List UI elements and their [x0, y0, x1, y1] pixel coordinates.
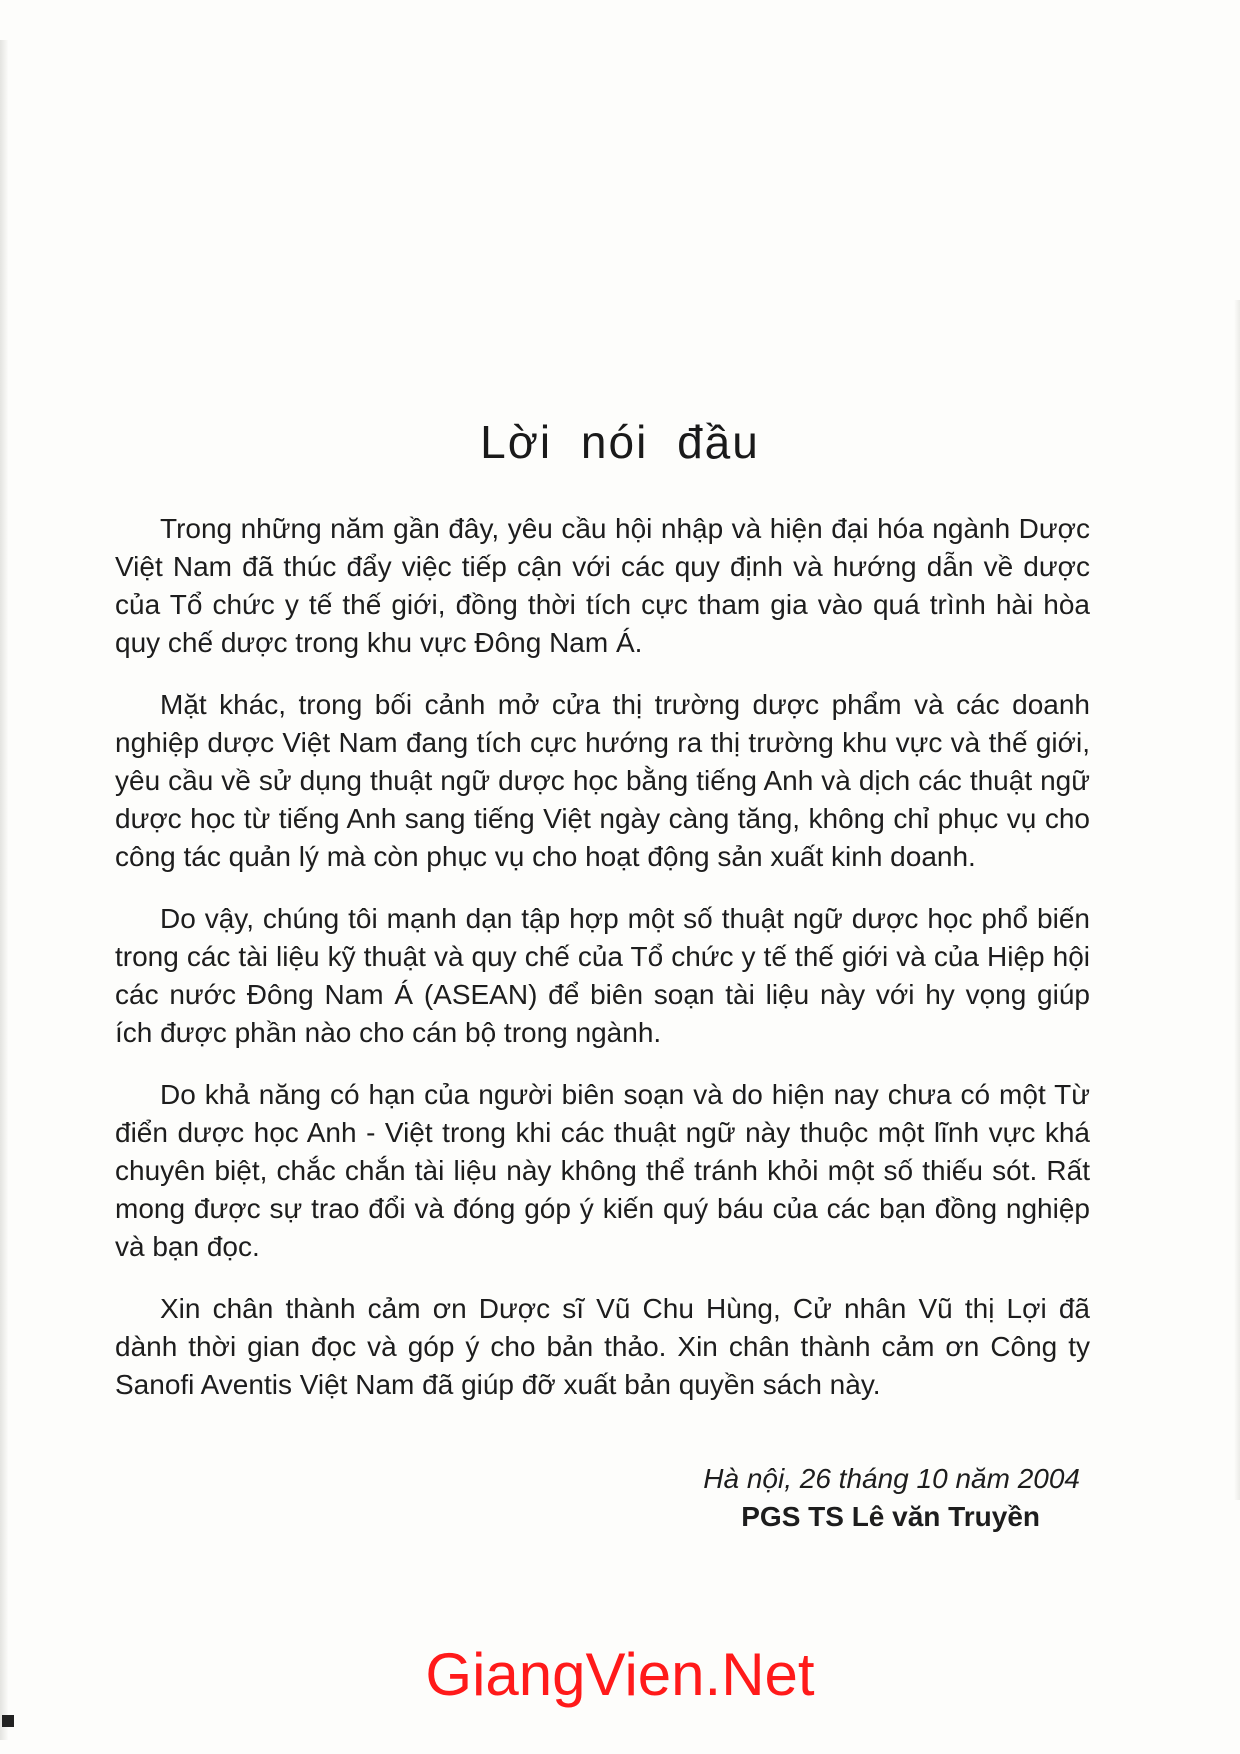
- scan-edge-right: [1234, 300, 1240, 1500]
- scan-edge-mark: [2, 1715, 14, 1727]
- place-date: Hà nội, 26 tháng 10 năm 2004: [703, 1463, 1080, 1494]
- paragraph-3: Do vậy, chúng tôi mạnh dạn tập hợp một số thuật ngữ dược học phổ biến trong các tài liệu kỹ thuật và quy chế của Tổ chức y tế thế giới và của Hiệp hội các nước Đông Nam Á (ASEAN) để biên soạn tài liệu này với hy vọng giúp ích được phần nào cho cán bộ trong ngành.: [115, 903, 1090, 1048]
- paragraph-2: Mặt khác, trong bối cảnh mở cửa thị trường dược phẩm và các doanh nghiệp dược Việt Nam đang tích cực hướng ra thị trường khu vực và thế giới, yêu cầu về sử dụng thuật ngữ dược học bằng tiếng Anh và dịch các thuật ngữ dược học từ tiếng Anh sang tiếng Việt ngày càng tăng, không chỉ phục vụ cho công tác quản lý mà còn phục vụ cho hoạt động sản xuất kinh doanh.: [115, 689, 1090, 872]
- paragraph-4: Do khả năng có hạn của người biên soạn và do hiện nay chưa có một Từ điển dược học Anh - Việt trong khi các thuật ngữ này thuộc một lĩnh vực khá chuyên biệt, chắc chắn tài liệu này không thể tránh khỏi một số thiếu sót. Rất mong được sự trao đổi và đóng góp ý kiến quý báu của các bạn đồng nghiệp và bạn đọc.: [115, 1079, 1090, 1262]
- watermark-text: GiangVien.Net: [425, 1641, 815, 1708]
- paragraph-5: Xin chân thành cảm ơn Dược sĩ Vũ Chu Hùng, Cử nhân Vũ thị Lợi đã dành thời gian đọc và góp ý cho bản thảo. Xin chân thành cảm ơn Công ty Sanofi Aventis Việt Nam đã giúp đỡ xuất bản quyền sách này.: [115, 1293, 1090, 1400]
- paragraph-1: Trong những năm gần đây, yêu cầu hội nhập và hiện đại hóa ngành Dược Việt Nam đã thúc đẩy việc tiếp cận với các quy định và hướng dẫn về dược của Tổ chức y tế thế giới, đồng thời tích cực tham gia vào quá trình hài hòa quy chế dược trong khu vực Đông Nam Á.: [115, 513, 1090, 658]
- signer-name: PGS TS Lê văn Truyền: [741, 1501, 1040, 1532]
- scan-edge-left: [0, 40, 8, 1740]
- page-title: Lời nói đầu: [480, 416, 760, 468]
- closing-block: [703, 1460, 1080, 1536]
- body-text: [115, 510, 1090, 1428]
